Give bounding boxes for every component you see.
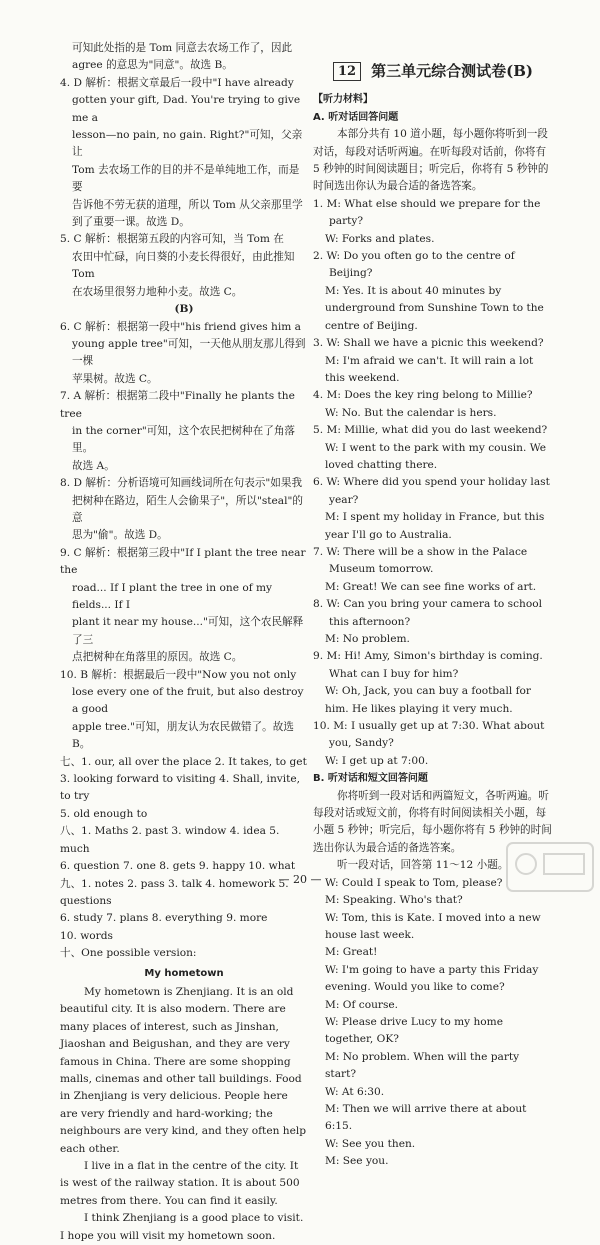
section-b-title: B. 听对话和短文回答问题 — [313, 773, 428, 785]
answer-line: road... If I plant the tree in one of my fields... If I — [72, 581, 273, 611]
watermark-logo — [506, 842, 594, 892]
dialog-line: 6. W: Where did you spend your holiday last year? — [313, 476, 550, 506]
dialog-line: 2. W: Do you often go to the centre of Beijing? — [313, 250, 515, 280]
page-number: — 20 — — [278, 872, 322, 886]
dialog-line: M: Then we will arrive there at about 6:15. — [325, 1102, 527, 1133]
dialog-b-list — [313, 875, 553, 1171]
unit-badge: 12 — [333, 62, 361, 81]
material-label: 【听力材料】 — [313, 94, 373, 106]
dialog-line: M: Speaking. Who's that? — [325, 894, 463, 907]
essay-paragraph: I live in a flat in the centre of the city. It is west of the railway station. It is about 500 metres from there. You can find it easily. — [60, 1160, 300, 1207]
answer-line: gotten your gift, Dad. You're trying to give me a — [72, 94, 301, 124]
answer-line: 4. D 解析：根据文章最后一段中"I have already — [60, 76, 294, 89]
answer-line: 告诉他不劳无获的道理，所以 Tom 从父亲那里学 — [72, 198, 303, 211]
answer-line: 3. looking forward to visiting 4. Shall, invite, to try — [60, 773, 301, 803]
answer-line: in the corner"可知，这个农民把树种在了角落里。 — [72, 424, 296, 455]
essay-paragraph: I think Zhenjiang is a good place to visit. I hope you will visit my hometown soon. — [60, 1212, 304, 1242]
dialog-line: M: No problem. When will the party start? — [325, 1050, 520, 1081]
dialog-a-list — [313, 196, 553, 770]
dialog-line: M: No problem. — [325, 633, 410, 645]
test-title: 第三单元综合测试卷(B) — [371, 62, 533, 80]
answer-line: 6. study 7. plans 8. everything 9. more — [60, 912, 268, 925]
dialog-line: M: Great! — [325, 946, 378, 959]
answer-line: apple tree."可知，朋友认为农民做错了。故选 B。 — [72, 720, 294, 751]
section-a-intro: 本部分共有 10 道小题，每小题你将听到一段对话，每段对话听两遍。在听每段对话前，你将有 5 秒钟的时间阅读题目；听完后，你将有 5 秒钟的时间选出你认为最合适的备选答案。 — [313, 128, 549, 193]
dialog-line: W: Please drive Lucy to my home together, OK? — [325, 1015, 503, 1046]
dialog-line: 7. W: There will be a show in the Palace Museum tomorrow. — [313, 545, 528, 576]
dialog-line: W: At 6:30. — [325, 1085, 385, 1098]
dialog-line: 4. M: Does the key ring belong to Millie? — [313, 389, 533, 402]
answer-line: 故选 A。 — [72, 459, 115, 472]
answer-line: 把树种在路边，陌生人会偷果子"，所以"steal"的意 — [72, 494, 303, 524]
answer-line: 七、1. our, all over the place 2. It takes, to get — [60, 755, 307, 768]
answer-line: (B) — [174, 303, 194, 316]
dialog-line: 9. M: Hi! Amy, Simon's birthday is coming. What can I buy for him? — [313, 650, 543, 680]
answer-line: lose every one of the fruit, but also destroy a good — [72, 686, 304, 716]
answer-line: 思为"偷"。故选 D。 — [72, 529, 168, 542]
answer-line: 可知此处指的是 Tom 同意去农场工作了，因此 — [72, 42, 293, 54]
dialog-line: W: See you then. — [325, 1137, 416, 1150]
dialog-line: W: Forks and plates. — [325, 232, 435, 245]
dialog-line: 3. W: Shall we have a picnic this weekend? — [313, 337, 544, 350]
answer-line: young apple tree"可知，一天他从朋友那儿得到一棵 — [72, 337, 306, 368]
right-column — [313, 40, 553, 1171]
dialog-line: M: Of course. — [325, 998, 399, 1011]
dialog-line: 1. M: What else should we prepare for the party? — [313, 197, 541, 228]
answer-line: 10. B 解析：根据最后一段中"Now you not only — [60, 668, 297, 681]
dialog-line: W: Tom, this is Kate. I moved into a new house last week. — [325, 911, 541, 941]
answer-line: 八、1. Maths 2. past 3. window 4. idea 5. much — [60, 825, 280, 855]
test-heading — [313, 62, 553, 81]
essay-title: My hometown — [144, 967, 224, 979]
dialog-line: 5. M: Millie, what did you do last weekend? — [313, 424, 548, 437]
dialog-line: 8. W: Can you bring your camera to school this afternoon? — [313, 598, 543, 628]
answer-line: lesson—no pain, no gain. Right?"可知，父亲让 — [72, 129, 303, 159]
answer-line: 到了重要一课。故选 D。 — [72, 216, 190, 229]
answer-line: 7. A 解析：根据第二段中"Finally he plants the tree — [60, 390, 295, 420]
dialog-line: W: No. But the calendar is hers. — [325, 406, 497, 419]
answer-line: plant it near my house..."可知，这个农民解释了三 — [72, 616, 304, 646]
answer-line: 8. D 解析：分析语境可知画线词所在句表示"如果我 — [60, 477, 303, 490]
dialog-line: M: I'm afraid we can't. It will rain a lot this weekend. — [325, 354, 534, 384]
dialog-line: W: I get up at 7:00. — [325, 754, 429, 767]
answer-line: 9. C 解析：根据第三段中"If I plant the tree near the — [60, 546, 306, 577]
answer-line: 农田中忙碌，向日葵的小麦长得很好，由此推知 Tom — [72, 250, 295, 281]
answer-line: 10. words — [60, 929, 113, 942]
dialog-line: M: Yes. It is about 40 minutes by underground from Sunshine Town to the centre of Beijing. — [325, 284, 544, 332]
answer-line: 5. C 解析：根据第五段的内容可知，当 Tom 在 — [60, 233, 284, 246]
dialog-line: W: Oh, Jack, you can buy a football for him. He likes playing it very much. — [325, 685, 531, 715]
dialog-line: W: I went to the park with my cousin. We loved chatting there. — [325, 441, 547, 471]
answer-line: 九、1. notes 2. pass 3. talk 4. homework 5. questions — [60, 877, 289, 907]
dialog-line: W: I'm going to have a party this Friday evening. Would you like to come? — [325, 963, 539, 994]
answer-line: 十、One possible version: — [60, 947, 197, 960]
dialog-line: M: Great! We can see fine works of art. — [325, 580, 537, 593]
answer-line: 点把树种在角落里的原因。故选 C。 — [72, 651, 243, 664]
dialog-line: M: See you. — [325, 1155, 389, 1168]
dialog-line: W: Could I speak to Tom, please? — [325, 876, 503, 889]
section-b-subintro: 听一段对话，回答第 11～12 小题。 — [337, 859, 509, 872]
section-a-title: A. 听对话回答问题 — [313, 111, 399, 123]
dialog-line: M: I spent my holiday in France, but this year I'll go to Australia. — [325, 511, 545, 541]
answer-line: agree 的意思为"同意"。故选 B。 — [72, 59, 233, 72]
answer-line: 6. C 解析：根据第一段中"his friend gives him a — [60, 320, 301, 333]
left-column — [60, 40, 308, 1245]
answer-line: 5. old enough to — [60, 807, 148, 820]
answer-line: 在农场里很努力地种小麦。故选 C。 — [72, 285, 243, 298]
answer-line: 苹果树。故选 C。 — [72, 372, 158, 385]
section-b-intro: 你将听到一段对话和两篇短文，各听两遍。听每段对话或短文前，你将有时间阅读相关小题，每小题 5 秒钟；听完后，每小题你将有 5 秒钟的时间选出你认为最合适的备选答案。 — [313, 789, 552, 854]
dialog-line: 10. M: I usually get up at 7:30. What about you, Sandy? — [313, 720, 545, 750]
answer-line: 6. question 7. one 8. gets 9. happy 10. what — [60, 860, 296, 873]
answer-line: Tom 去农场工作的目的并不是单纯地工作，而是要 — [72, 163, 300, 194]
essay-paragraph: My hometown is Zhenjiang. It is an old beautiful city. It is also modern. There are many places of interest, such as Jinshan, Jiaoshan and Beigushan, and they are very famous in China. There are some shopping malls, cinemas and other tall buildings. Food in Zhenjiang is very delicious. People here are very friendly and hard-working; the neighbours are very kind, and they often help each other. — [60, 985, 307, 1155]
